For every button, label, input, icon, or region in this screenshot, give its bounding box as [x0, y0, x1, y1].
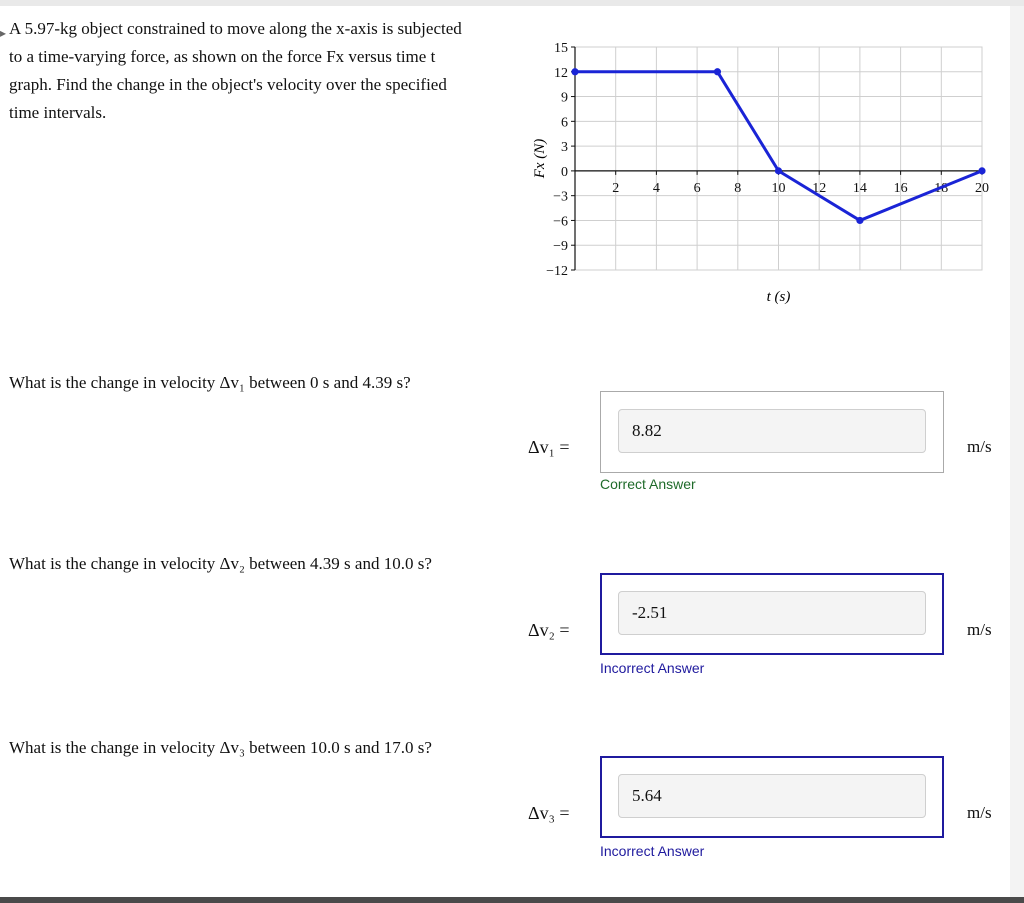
force-data-point[interactable] — [714, 68, 721, 75]
y-tick-label: 15 — [554, 41, 568, 56]
y-tick-label: 6 — [561, 115, 568, 131]
y-tick-label: 3 — [561, 140, 568, 156]
question-1-variable-label: Δv₁ = — [528, 437, 570, 457]
y-tick-label: 9 — [561, 90, 568, 106]
force-data-point[interactable] — [856, 217, 863, 224]
x-tick-label: 4 — [652, 180, 660, 196]
x-tick-label: 18 — [934, 180, 949, 196]
y-tick-label: −6 — [553, 214, 568, 230]
question-2-prompt: What is the change in velocity Δv₂ between 4.39 s and 10.0 s? — [9, 554, 432, 573]
question-1-feedback: Correct Answer — [600, 476, 696, 492]
x-tick-label: 2 — [612, 180, 620, 196]
question-2-variable-label: Δv₂ = — [528, 620, 570, 640]
y-tick-label: −3 — [553, 189, 568, 205]
x-tick-label: 10 — [771, 180, 786, 196]
question-3-answer-box — [600, 756, 944, 838]
question-2-answer-input[interactable]: -2.51 — [618, 591, 926, 635]
problem-bullet-icon: ▸ — [0, 26, 7, 40]
x-tick-label: 6 — [693, 180, 701, 196]
x-tick-label: 14 — [852, 180, 867, 196]
x-axis-label: t (s) — [766, 289, 791, 305]
question-3-prompt: What is the change in velocity Δv₃ between 10.0 s and 17.0 s? — [9, 738, 432, 757]
x-tick-label: 20 — [975, 180, 989, 196]
force-data-point[interactable] — [571, 68, 578, 75]
y-tick-label: 0 — [561, 164, 568, 180]
question-1-unit: m/s — [967, 437, 992, 456]
x-tick-label: 12 — [812, 180, 827, 196]
question-2-unit: m/s — [967, 620, 992, 639]
problem-statement: A 5.97-kg object constrained to move along the x-axis is subjected to a time-varying force, as shown on the force Fx versus time t graph. Find the change in the object's velocity over the specified time intervals. — [9, 19, 462, 122]
question-3-variable-label: Δv₃ = — [528, 803, 570, 823]
question-2-feedback: Incorrect Answer — [600, 660, 705, 676]
y-axis-label: Fx (N) — [532, 138, 548, 179]
y-tick-label: 12 — [554, 65, 568, 81]
question-1-answer-input[interactable]: 8.82 — [618, 409, 926, 453]
vertical-scrollbar[interactable] — [1010, 6, 1024, 903]
question-1-answer-box — [600, 391, 944, 473]
force-time-chart — [520, 0, 1000, 320]
bottom-frame-bar — [0, 897, 1024, 903]
question-2-answer-box — [600, 573, 944, 655]
force-data-point[interactable] — [775, 167, 782, 174]
question-3-feedback: Incorrect Answer — [600, 843, 705, 859]
force-data-point[interactable] — [978, 167, 985, 174]
y-tick-label: −9 — [553, 239, 568, 255]
question-3-unit: m/s — [967, 803, 992, 822]
y-tick-label: −12 — [546, 264, 568, 279]
question-3-answer-input[interactable]: 5.64 — [618, 774, 926, 818]
question-1-prompt: What is the change in velocity Δv₁ between 0 s and 4.39 s? — [9, 373, 411, 392]
x-tick-label: 8 — [734, 180, 742, 196]
x-tick-label: 16 — [893, 180, 908, 196]
